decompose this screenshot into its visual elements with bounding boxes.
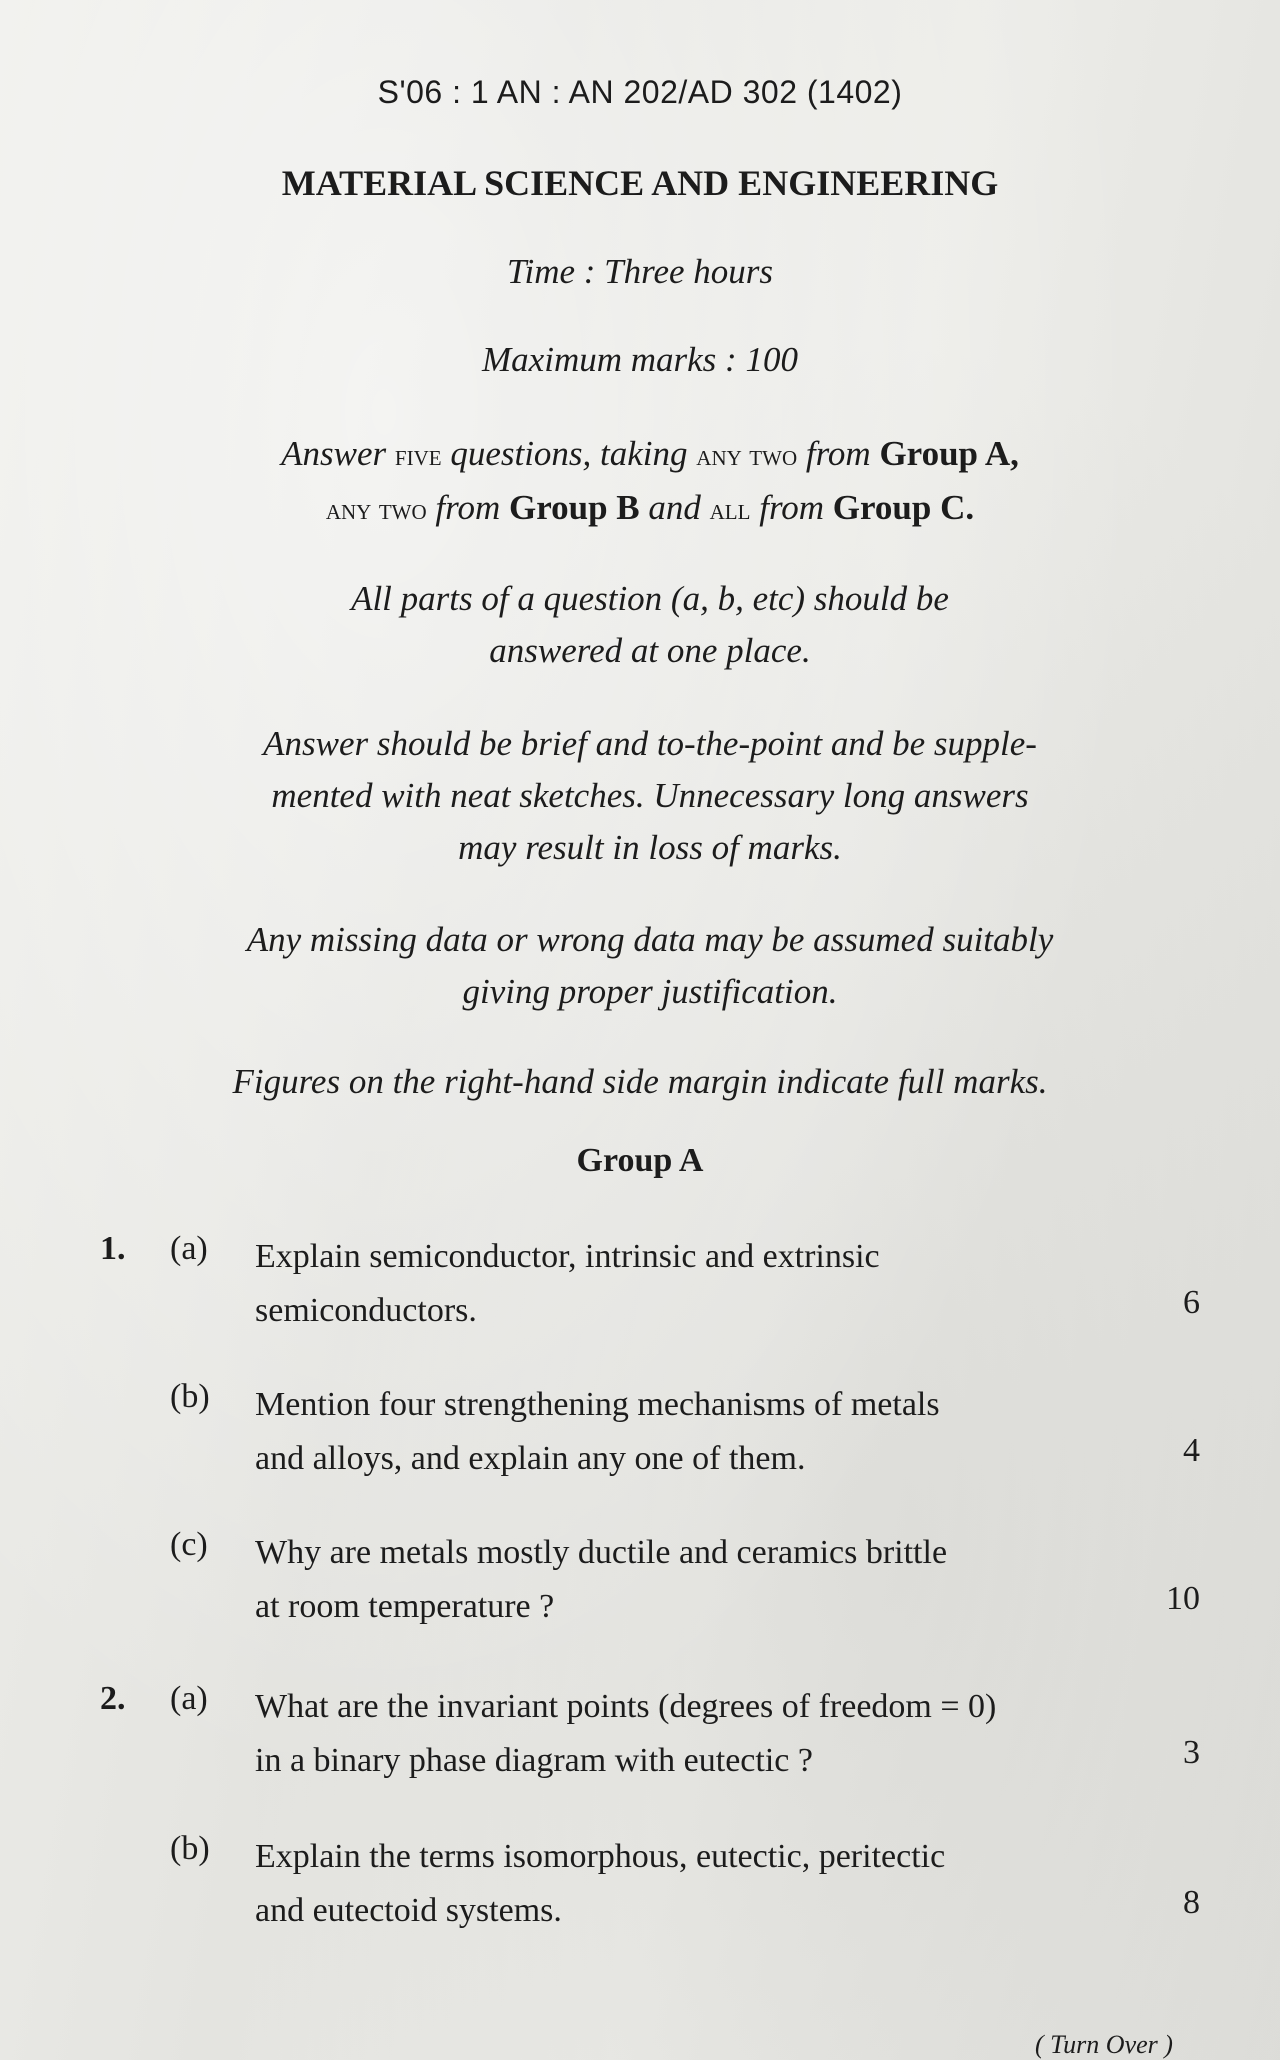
question-number: 2. [100,1680,126,1717]
instruction-figures: Figures on the right-hand side margin indicate full marks. [232,1062,1048,1101]
instr-line: answered at one place. [489,631,811,670]
question-line: at room temperature ? [255,1588,555,1625]
question-line: semiconductors. [255,1292,477,1329]
instr-group-b: Group B [508,488,640,527]
question-line: What are the invariant points (degrees of freedom = 0) [255,1688,997,1725]
marks-value: 10 [1166,1580,1200,1617]
marks-value: 3 [1183,1734,1200,1771]
instr-text: from [759,488,825,527]
question-line: Mention four strengthening mechanisms of metals [255,1386,940,1423]
question-text [255,1680,1145,1788]
time-line: Time : Three hours [506,252,774,291]
instr-line: may result in loss of marks. [458,828,842,867]
part-label: (b) [170,1378,210,1415]
instruction-brief [160,718,1140,874]
question-text [255,1230,1145,1338]
instr-line: Any missing data or wrong data may be assumed suitably [246,920,1054,959]
paper-title: MATERIAL SCIENCE AND ENGINEERING [281,163,999,203]
instr-any-two: any two [325,493,427,526]
question-number: 1. [100,1230,126,1267]
instruction-missing-data [160,914,1140,1018]
instr-any-two: any two [696,439,798,472]
question-line: Explain semiconductor, intrinsic and extrinsic [255,1238,880,1275]
instr-text: from [805,434,871,473]
question-line: Why are metals mostly ductile and ceramics brittle [255,1534,948,1571]
instr-text: questions, taking [450,434,688,473]
instruction-answer-five [160,428,1140,536]
instr-group-a: Group A, [879,434,1019,473]
part-label: (b) [170,1830,210,1867]
question-text [255,1830,1145,1938]
instr-text: and [648,488,701,527]
marks-value: 4 [1183,1432,1200,1469]
instr-text: from [435,488,501,527]
question-line: in a binary phase diagram with eutectic ? [255,1742,813,1779]
instr-all: all [709,493,751,526]
marks-value: 8 [1183,1884,1200,1921]
part-label: (a) [170,1230,208,1267]
turn-over-note: ( Turn Over ) [1035,2030,1173,2059]
question-line: Explain the terms isomorphous, eutectic, peritectic [255,1838,946,1875]
instr-group-c: Group C. [832,488,975,527]
question-text [255,1378,1145,1486]
instr-line: mented with neat sketches. Unnecessary long answers [271,776,1029,815]
instr-line: All parts of a question (a, b, etc) should be [351,579,949,618]
instr-text: Answer [281,434,387,473]
part-label: (c) [170,1526,208,1563]
instr-line: Answer should be brief and to-the-point and be supple- [263,724,1037,763]
instruction-all-parts [160,573,1140,677]
instr-line: giving proper justification. [462,972,838,1011]
marks-value: 6 [1183,1284,1200,1321]
question-line: and eutectoid systems. [255,1892,562,1929]
max-marks-line: Maximum marks : 100 [482,340,798,379]
question-line: and alloys, and explain any one of them. [255,1440,806,1477]
part-label: (a) [170,1680,208,1717]
group-a-heading: Group A [576,1142,704,1179]
question-text [255,1526,1145,1634]
paper-code: S'06 : 1 AN : AN 202/AD 302 (1402) [377,74,903,110]
instr-five: five [394,439,442,472]
